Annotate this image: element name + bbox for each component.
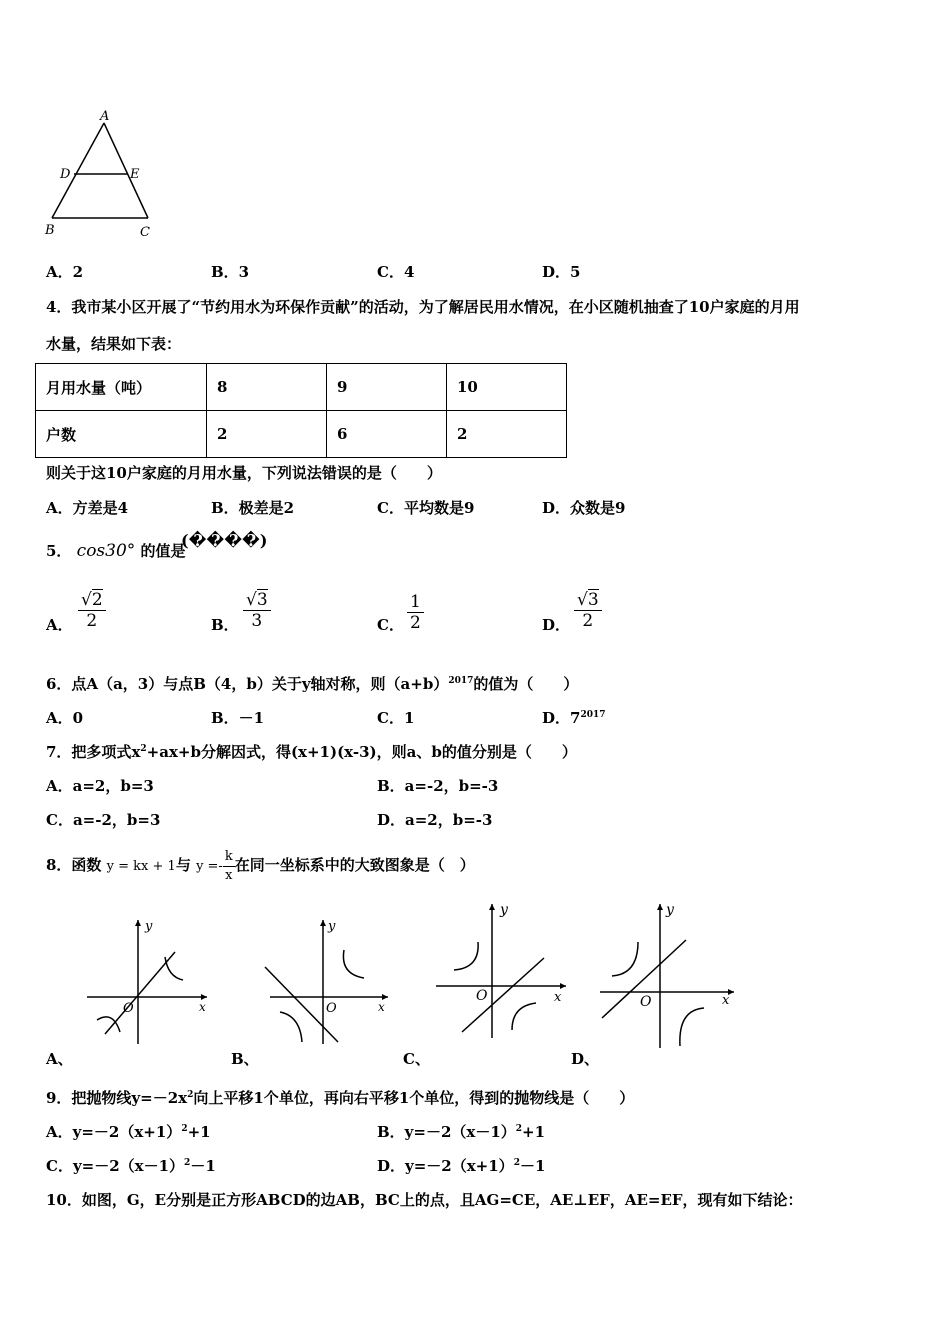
graph-b-hyperbola-2: [280, 1012, 302, 1042]
q4-question: 则关于这10户家庭的月用水量，下列说法错误的是（ ）: [46, 464, 442, 482]
graph-c-line: [462, 958, 544, 1032]
graph-d-hyperbola-2: [680, 1008, 704, 1046]
vertex-d-label: D: [60, 167, 71, 182]
q3-option-a: A．2: [46, 263, 84, 281]
q6-exponent: 2017: [448, 676, 474, 686]
graph-a-y-label: y: [145, 919, 153, 934]
q5-b-radicand: 3: [256, 590, 268, 610]
q7-option-b: B．a=-2，b=-3: [377, 777, 499, 795]
q5-d-radicand: 3: [587, 590, 599, 610]
graph-c-label: C、: [403, 1050, 430, 1068]
table-cell: 2: [447, 411, 567, 458]
q7-option-c: C．a=-2，b=3: [46, 811, 161, 829]
q9-c-sup: 2: [184, 1158, 191, 1168]
q5-option-d-label: D．: [542, 616, 571, 634]
table-row: [36, 411, 567, 458]
q9-b-tail: +1: [522, 1123, 546, 1141]
graph-c-hyperbola-2: [512, 1003, 536, 1030]
q6-option-d: [542, 707, 606, 728]
q8-function2: y =-: [196, 859, 223, 874]
graph-b: [260, 912, 400, 1047]
graph-c-x-label: x: [554, 990, 562, 1005]
table-cell: 月用水量（吨）: [36, 364, 207, 411]
q5-a-radicand: 2: [91, 590, 103, 610]
table-row: [36, 364, 567, 411]
table-cell: 9: [327, 364, 447, 411]
q7-stem: [46, 741, 577, 762]
q6-option-d-exponent: 2017: [580, 710, 606, 720]
graph-b-x-label: x: [378, 1000, 385, 1014]
graph-b-origin: O: [326, 1001, 337, 1016]
graph-a: [75, 912, 215, 1047]
q9-d-main: D．y=－2（x+1）: [377, 1157, 514, 1175]
q5-d-den: 2: [582, 611, 594, 631]
graph-c-y-label: y: [500, 902, 508, 918]
q3-option-b: B．3: [211, 263, 250, 281]
vertex-e-label: E: [130, 167, 140, 182]
q5-number: 5．: [46, 542, 72, 560]
q9-option-c: [46, 1155, 216, 1176]
table-cell: 8: [207, 364, 327, 411]
q10-stem: 10．如图，G，E分别是正方形ABCD的边AB，BC上的点，且AG=CE，AE⊥EF，AE=EF，现有如下结论：: [46, 1191, 803, 1209]
q7-option-d: D．a=2，b=-3: [377, 811, 493, 829]
q6-stem: [46, 673, 578, 694]
q5-option-a-fraction: $\frac{√2}{2}$: [78, 590, 106, 631]
table-cell: 2: [207, 411, 327, 458]
graph-b-label: B、: [231, 1050, 259, 1068]
table-cell: 户数: [36, 411, 207, 458]
q9-sup: 2: [187, 1090, 194, 1100]
vertex-b-label: B: [45, 223, 55, 238]
q9-option-b: [377, 1121, 545, 1142]
q9-stem: [46, 1087, 634, 1108]
graph-d-hyperbola-1: [612, 942, 638, 976]
q4-option-b: B．极差是2: [211, 499, 295, 517]
graph-d-label: D、: [571, 1050, 600, 1068]
q7-option-a: A．a=2，b=3: [46, 777, 154, 795]
q9-b-main: B．y=－2（x－1）: [377, 1123, 516, 1141]
q6-stem-text: 6．点A（a，3）与点B（4，b）关于y轴对称，则（a+b）: [46, 675, 449, 693]
graph-d: [598, 900, 738, 1050]
q9-d-tail: －1: [519, 1157, 546, 1175]
q5-stem: [46, 540, 186, 561]
q6-option-b: B．－1: [211, 709, 265, 727]
q9-option-d: [377, 1155, 545, 1176]
q5-option-a-label: A．: [46, 616, 73, 634]
q6-option-c: C．1: [377, 709, 415, 727]
graph-a-origin: O: [123, 1001, 134, 1016]
q4-option-c: C．平均数是9: [377, 499, 475, 517]
q4-option-a: A．方差是4: [46, 499, 129, 517]
q8-f2-den: x: [225, 867, 233, 883]
table-cell: 10: [447, 364, 567, 411]
graph-d-y-label: y: [666, 902, 674, 918]
q9-c-tail: －1: [190, 1157, 216, 1175]
graph-b-y-label: y: [328, 919, 336, 934]
q5-option-c-fraction: [407, 592, 424, 633]
q5-b-den: 3: [251, 611, 263, 631]
q9-option-a: [46, 1121, 211, 1142]
q5-c-den: 2: [410, 613, 421, 633]
q5-option-b-label: B．: [211, 616, 239, 634]
q3-option-c: C．4: [377, 263, 415, 281]
q5-option-b-fraction: $\frac{√3}{3}$: [243, 590, 271, 631]
graph-c-origin: O: [476, 988, 488, 1004]
q7-stem-b: +ax+b分解因式，得(x+1)(x-3)，则a、b的值分别是（ ）: [146, 743, 577, 761]
q7-sup: 2: [140, 744, 147, 754]
vertex-a-label: A: [100, 109, 110, 124]
q8-mid: 与: [175, 856, 191, 874]
q9-a-tail: +1: [187, 1123, 211, 1141]
graph-c: [432, 900, 572, 1040]
graph-b-hyperbola-1: [343, 950, 364, 978]
q6-option-d-text: D．7: [542, 709, 581, 727]
q7-stem-a: 7．把多项式x: [46, 743, 141, 761]
q4-stem-line1: 4．我市某小区开展了“节约用水为环保作贡献”的活动，为了解居民用水情况，在小区随机抽查了10户家庭的月用: [46, 298, 800, 316]
q9-stem-a: 9．把抛物线y=－2x: [46, 1089, 188, 1107]
graph-d-origin: O: [640, 994, 652, 1010]
q4-option-d: D．众数是9: [542, 499, 626, 517]
q5-garbled-text: (����): [181, 531, 268, 550]
q3-option-d: D．5: [542, 263, 581, 281]
q5-a-den: 2: [86, 611, 98, 631]
q5-expression: cos30°: [76, 541, 136, 561]
q8-function1: y = kx + 1: [106, 859, 176, 874]
table-cell: 6: [327, 411, 447, 458]
triangle-figure: [40, 108, 160, 243]
q6-option-a: A．0: [46, 709, 84, 727]
water-usage-table: [35, 363, 567, 458]
q5-option-c-label: C．: [377, 616, 404, 634]
q9-a-main: A．y=－2（x+1）: [46, 1123, 182, 1141]
q9-b-sup: 2: [515, 1124, 523, 1134]
q9-c-main: C．y=－2（x－1）: [46, 1157, 185, 1175]
q8-tail: 在同一坐标系中的大致图象是（ ）: [234, 856, 475, 874]
q5-tail: 的值是: [140, 542, 186, 560]
q9-stem-b: 向上平移1个单位，再向右平移1个单位，得到的抛物线是（ ）: [193, 1089, 635, 1107]
q6-tail: 的值为（ ）: [473, 675, 579, 693]
q8-f2-num: k: [223, 848, 235, 867]
graph-a-label: A、: [46, 1050, 73, 1068]
graph-a-x-label: x: [199, 1000, 206, 1014]
q9-d-sup: 2: [513, 1158, 520, 1168]
q4-stem-line2: 水量，结果如下表：: [46, 335, 182, 353]
q8-stem: [46, 845, 475, 887]
vertex-c-label: C: [140, 225, 150, 240]
q9-a-sup: 2: [181, 1124, 188, 1134]
q8-number: 8．函数: [46, 856, 102, 874]
q5-c-num: 1: [407, 592, 424, 613]
q5-option-d-fraction: $\frac{√3}{2}$: [574, 590, 602, 631]
graph-d-x-label: x: [722, 993, 730, 1008]
graph-c-hyperbola-1: [454, 942, 478, 970]
